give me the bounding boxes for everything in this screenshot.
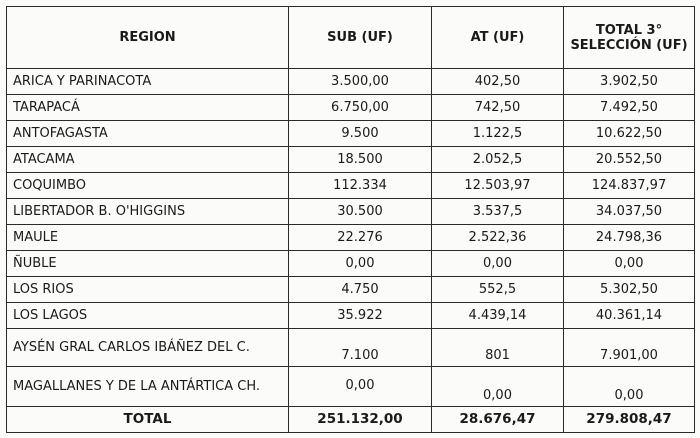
region-cell: TARAPACÁ xyxy=(7,95,289,121)
table-header-row xyxy=(7,7,695,69)
sub-cell: 22.276 xyxy=(289,225,432,251)
table-row xyxy=(7,277,695,303)
at-cell: 1.122,5 xyxy=(432,121,564,147)
region-cell: ANTOFAGASTA xyxy=(7,121,289,147)
table-row xyxy=(7,95,695,121)
header-at: AT (UF) xyxy=(432,7,564,69)
table-row xyxy=(7,329,695,367)
at-cell: 552,5 xyxy=(432,277,564,303)
table-row xyxy=(7,121,695,147)
total-cell: 7.492,50 xyxy=(564,95,695,121)
at-cell: 801 xyxy=(432,329,564,367)
total-label: TOTAL xyxy=(7,407,289,433)
at-cell: 2.522,36 xyxy=(432,225,564,251)
total-cell: 0,00 xyxy=(564,367,695,407)
at-cell: 4.439,14 xyxy=(432,303,564,329)
sub-cell: 0,00 xyxy=(289,367,432,407)
total-cell: 24.798,36 xyxy=(564,225,695,251)
region-cell: AYSÉN GRAL CARLOS IBÁÑEZ DEL C. xyxy=(7,329,289,367)
table-row xyxy=(7,367,695,407)
sub-cell: 18.500 xyxy=(289,147,432,173)
total-cell: 20.552,50 xyxy=(564,147,695,173)
total-sub: 251.132,00 xyxy=(289,407,432,433)
total-cell: 7.901,00 xyxy=(564,329,695,367)
total-cell: 10.622,50 xyxy=(564,121,695,147)
table-row xyxy=(7,147,695,173)
sub-cell: 112.334 xyxy=(289,173,432,199)
region-cell: ATACAMA xyxy=(7,147,289,173)
table-row xyxy=(7,173,695,199)
at-cell: 402,50 xyxy=(432,69,564,95)
total-at: 28.676,47 xyxy=(432,407,564,433)
region-cell: LIBERTADOR B. O'HIGGINS xyxy=(7,199,289,225)
region-cell: LOS RIOS xyxy=(7,277,289,303)
region-cell: COQUIMBO xyxy=(7,173,289,199)
sub-cell: 35.922 xyxy=(289,303,432,329)
sub-cell: 3.500,00 xyxy=(289,69,432,95)
region-cell: MAGALLANES Y DE LA ANTÁRTICA CH. xyxy=(7,367,289,407)
region-cell: MAULE xyxy=(7,225,289,251)
region-cell: ARICA Y PARINACOTA xyxy=(7,69,289,95)
table-row xyxy=(7,199,695,225)
total-cell: 124.837,97 xyxy=(564,173,695,199)
table-row xyxy=(7,251,695,277)
sub-cell: 7.100 xyxy=(289,329,432,367)
at-cell: 12.503,97 xyxy=(432,173,564,199)
header-total: TOTAL 3° SELECCIÓN (UF) xyxy=(564,7,695,69)
header-sub: SUB (UF) xyxy=(289,7,432,69)
total-cell: 0,00 xyxy=(564,251,695,277)
table-total-row xyxy=(7,407,695,433)
sub-cell: 9.500 xyxy=(289,121,432,147)
sub-cell: 0,00 xyxy=(289,251,432,277)
at-cell: 2.052,5 xyxy=(432,147,564,173)
total-cell: 5.302,50 xyxy=(564,277,695,303)
at-cell: 742,50 xyxy=(432,95,564,121)
region-cell: LOS LAGOS xyxy=(7,303,289,329)
total-cell: 40.361,14 xyxy=(564,303,695,329)
at-cell: 0,00 xyxy=(432,367,564,407)
regions-budget-table xyxy=(6,6,695,433)
table-row xyxy=(7,225,695,251)
table-row xyxy=(7,69,695,95)
sub-cell: 4.750 xyxy=(289,277,432,303)
table-row xyxy=(7,303,695,329)
total-cell: 34.037,50 xyxy=(564,199,695,225)
region-cell: ÑUBLE xyxy=(7,251,289,277)
sub-cell: 6.750,00 xyxy=(289,95,432,121)
total-total: 279.808,47 xyxy=(564,407,695,433)
at-cell: 0,00 xyxy=(432,251,564,277)
sub-cell: 30.500 xyxy=(289,199,432,225)
header-region: REGION xyxy=(7,7,289,69)
at-cell: 3.537,5 xyxy=(432,199,564,225)
total-cell: 3.902,50 xyxy=(564,69,695,95)
